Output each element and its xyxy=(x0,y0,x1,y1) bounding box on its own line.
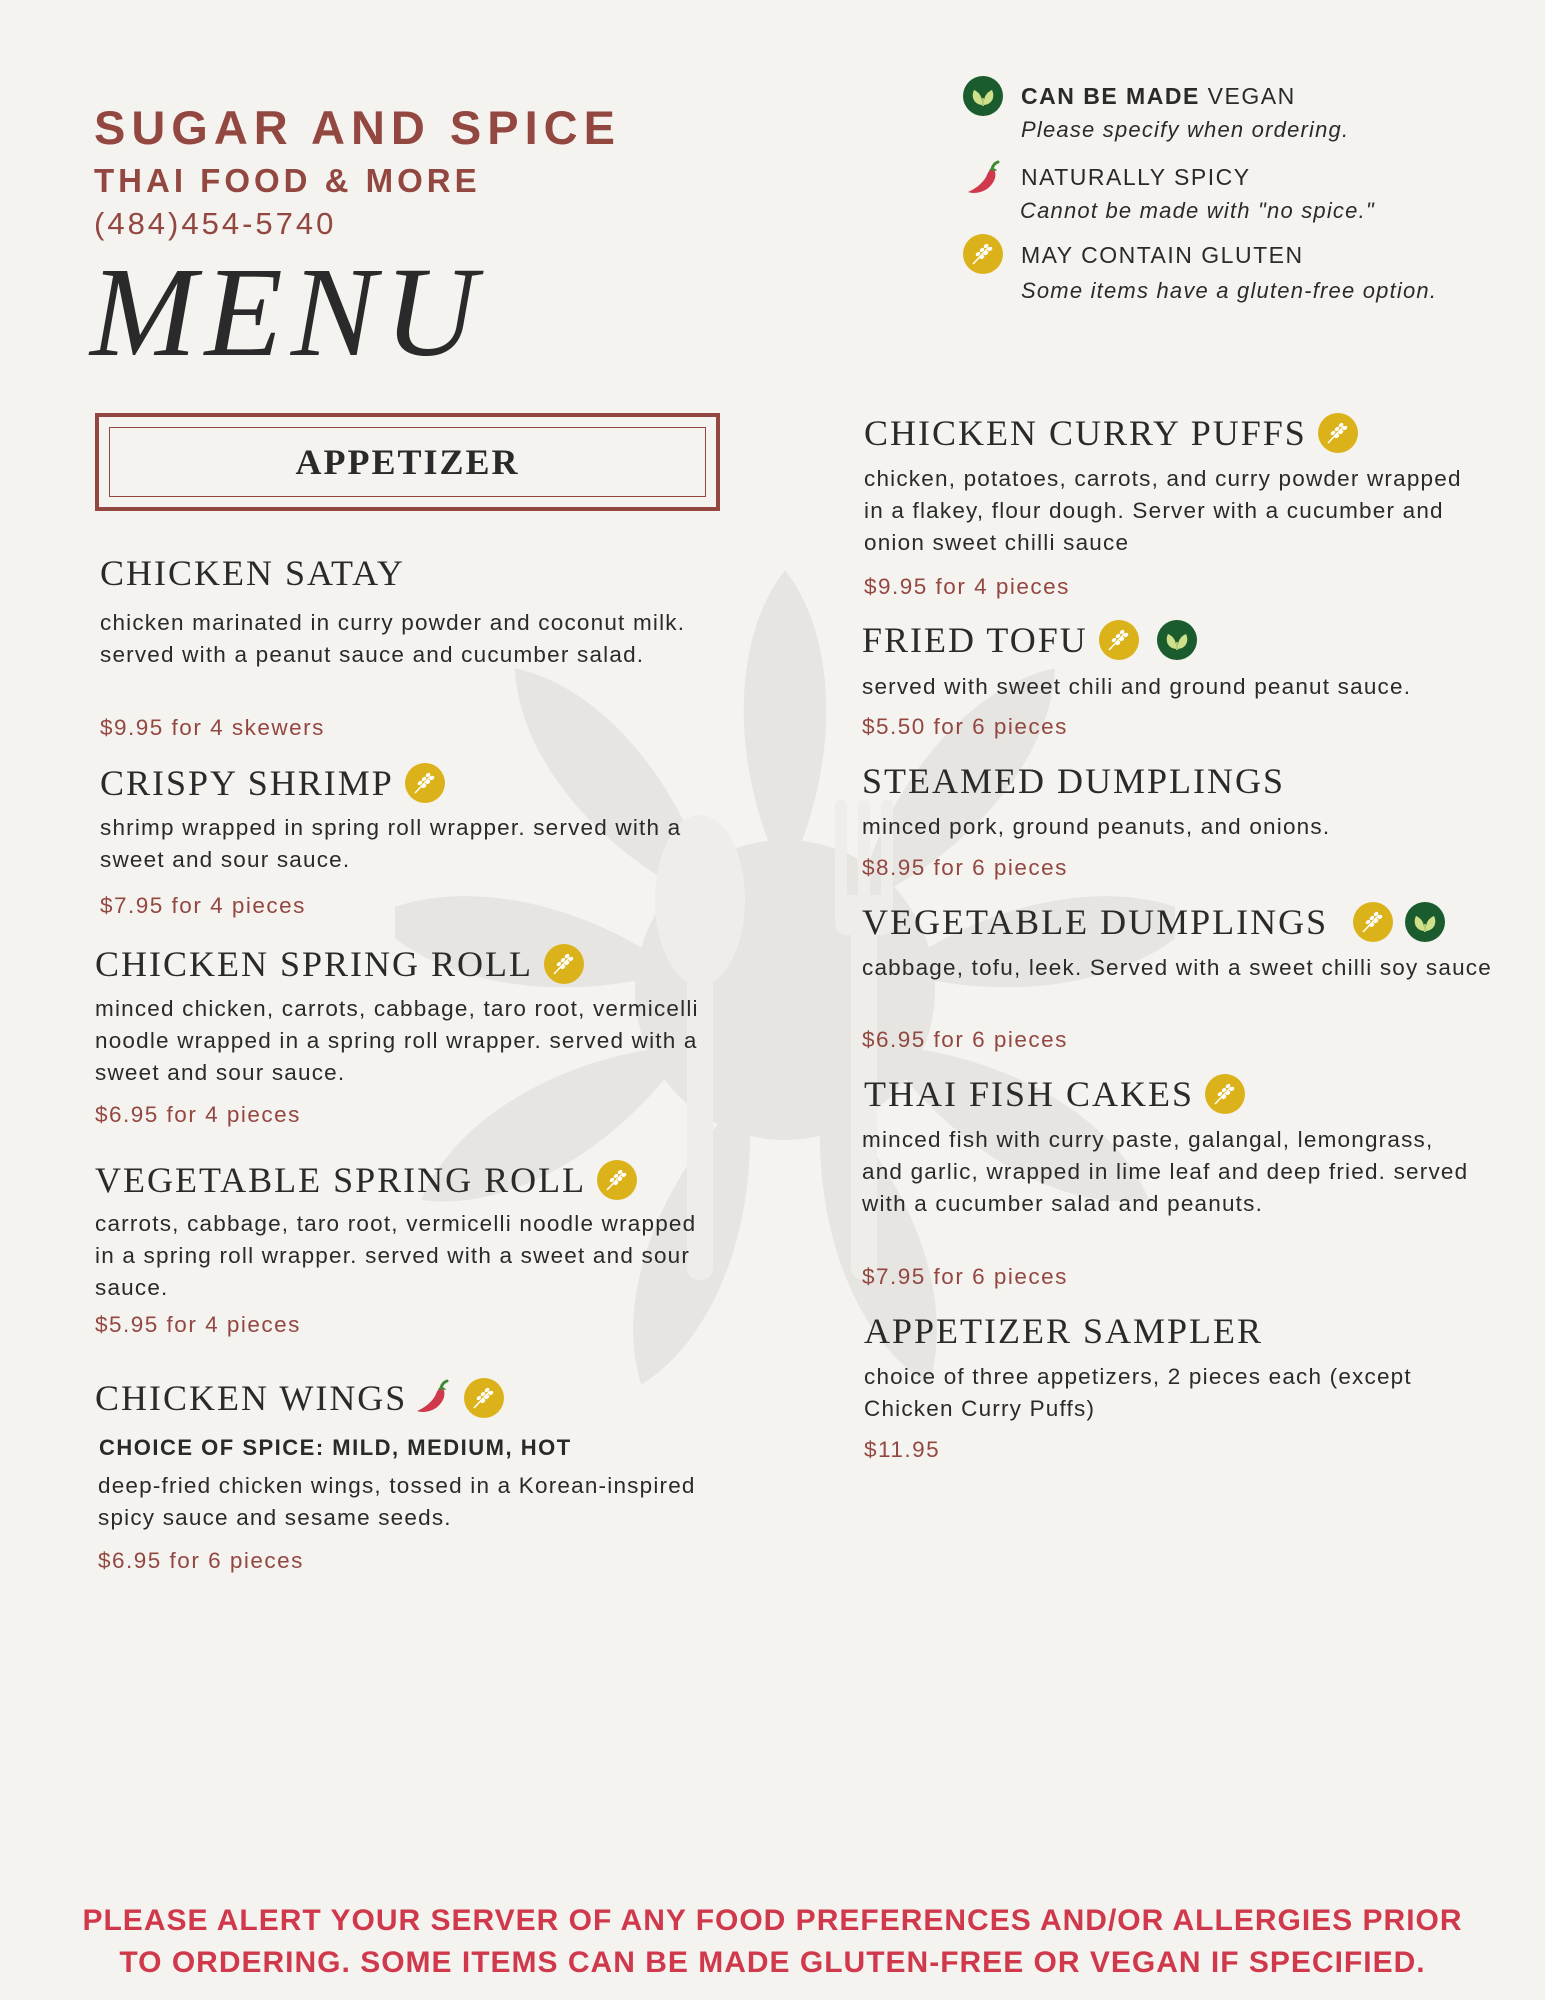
menu-item-price: $8.95 for 6 pieces xyxy=(862,855,1068,880)
spice-choice-note: CHOICE OF SPICE: MILD, MEDIUM, HOT xyxy=(99,1435,572,1460)
vegan-leaf-icon xyxy=(1156,619,1198,661)
menu-item-price: $9.95 for 4 pieces xyxy=(864,574,1070,599)
menu-item-price: $6.95 for 6 pieces xyxy=(862,1027,1068,1052)
menu-item-description: shrimp wrapped in spring roll wrapper. served with a sweet and sour sauce. xyxy=(100,815,682,872)
legend-vegan-note: Please specify when ordering. xyxy=(1021,117,1350,142)
menu-item-name: CHICKEN SPRING ROLL xyxy=(95,943,585,985)
wheat-gluten-icon xyxy=(1098,619,1140,661)
section-heading-box xyxy=(95,413,720,511)
menu-item-description: carrots, cabbage, taro root, vermicelli noodle wrapped in a spring roll wrapper. served with a sweet and sour sauce. xyxy=(95,1211,697,1300)
allergy-notice xyxy=(40,1900,1505,1984)
menu-item-description: choice of three appetizers, 2 pieces each (except Chicken Curry Puffs) xyxy=(864,1364,1412,1421)
menu-item-name: STEAMED DUMPLINGS xyxy=(862,761,1286,801)
menu-item-description: minced chicken, carrots, cabbage, taro root, vermicelli noodle wrapped in a spring roll wrapper. served with a sweet and sour sauce. xyxy=(95,996,699,1085)
chili-pepper-icon xyxy=(411,1377,453,1419)
menu-item-name: CHICKEN SATAY xyxy=(100,553,405,593)
wheat-gluten-icon xyxy=(463,1377,505,1419)
menu-item-description: chicken marinated in curry powder and coconut milk. served with a peanut sauce and cucumber salad. xyxy=(100,610,686,667)
wheat-gluten-icon xyxy=(1352,901,1394,943)
chili-pepper-icon xyxy=(962,158,1004,205)
wheat-gluten-icon xyxy=(962,233,1004,280)
menu-item-description: cabbage, tofu, leek. Served with a sweet chilli soy sauce xyxy=(862,955,1492,980)
menu-item-name: VEGETABLE SPRING ROLL xyxy=(95,1159,638,1201)
menu-item-price: $6.95 for 6 pieces xyxy=(98,1548,304,1573)
wheat-gluten-icon xyxy=(543,943,585,985)
menu-item-name: THAI FISH CAKES xyxy=(864,1073,1246,1115)
legend-gluten-note: Some items have a gluten-free option. xyxy=(1021,278,1438,303)
menu-item-price: $9.95 for 4 skewers xyxy=(100,715,325,740)
menu-item-name: CRISPY SHRIMP xyxy=(100,762,446,804)
restaurant-tagline: THAI FOOD & MORE xyxy=(94,162,481,199)
legend-vegan-title: CAN BE MADE VEGAN xyxy=(1021,83,1296,109)
allergy-notice-line-2: TO ORDERING. SOME ITEMS CAN BE MADE GLUTEN-FREE OR VEGAN IF SPECIFIED. xyxy=(119,1946,1426,1979)
menu-item-description: served with sweet chili and ground peanut sauce. xyxy=(862,674,1412,699)
menu-item-price: $5.50 for 6 pieces xyxy=(862,714,1068,739)
menu-title: MENU xyxy=(90,241,485,383)
wheat-gluten-icon xyxy=(1204,1073,1246,1115)
menu-item-name: CHICKEN WINGS xyxy=(95,1377,505,1419)
wheat-gluten-icon xyxy=(1317,412,1359,454)
wheat-gluten-icon xyxy=(404,762,446,804)
menu-item-name: FRIED TOFU xyxy=(862,619,1198,661)
menu-item-name: CHICKEN CURRY PUFFS xyxy=(864,412,1359,454)
menu-item-description: minced fish with curry paste, galangal, lemongrass, and garlic, wrapped in lime leaf and deep fried. served with a cucumber salad and peanuts. xyxy=(862,1127,1469,1216)
menu-item-price: $7.95 for 6 pieces xyxy=(862,1264,1068,1289)
menu-item-description: chicken, potatoes, carrots, and curry powder wrapped in a flakey, flour dough. Server with a cucumber and onion sweet chilli sauce xyxy=(864,466,1462,555)
legend-spicy-title: NATURALLY SPICY xyxy=(1021,164,1251,190)
menu-item-price: $6.95 for 4 pieces xyxy=(95,1102,301,1127)
legend-gluten-title: MAY CONTAIN GLUTEN xyxy=(1021,242,1304,268)
legend-spicy-note: Cannot be made with "no spice." xyxy=(1020,198,1375,223)
section-title: APPETIZER xyxy=(295,442,520,482)
menu-item-name: VEGETABLE DUMPLINGS xyxy=(862,901,1446,943)
phone-number: (484)454-5740 xyxy=(94,206,337,241)
menu-item-description: minced pork, ground peanuts, and onions. xyxy=(862,814,1331,839)
menu-item-name: APPETIZER SAMPLER xyxy=(864,1311,1264,1351)
vegan-leaf-icon xyxy=(1404,901,1446,943)
allergy-notice-line-1: PLEASE ALERT YOUR SERVER OF ANY FOOD PREFERENCES AND/OR ALLERGIES PRIOR xyxy=(82,1904,1463,1937)
vegan-leaf-icon xyxy=(962,75,1004,122)
wheat-gluten-icon xyxy=(596,1159,638,1201)
restaurant-name: SUGAR AND SPICE xyxy=(94,101,621,154)
menu-item-price: $11.95 xyxy=(864,1437,941,1462)
menu-item-description: deep-fried chicken wings, tossed in a Korean-inspired spicy sauce and sesame seeds. xyxy=(98,1473,696,1530)
menu-item-price: $5.95 for 4 pieces xyxy=(95,1312,301,1337)
menu-item-price: $7.95 for 4 pieces xyxy=(100,893,306,918)
